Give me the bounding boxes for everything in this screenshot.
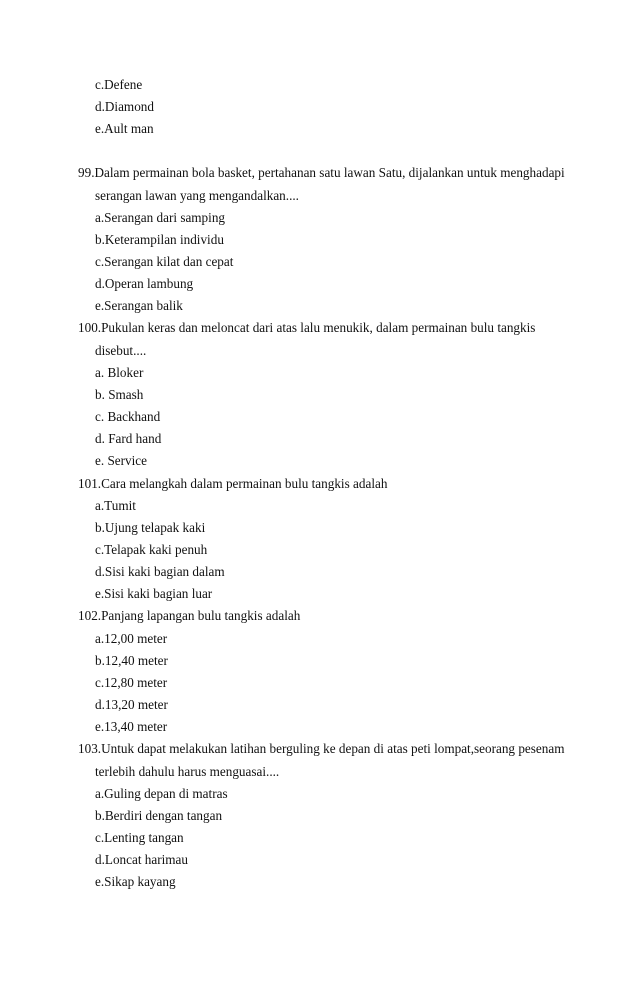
question-102-option-c: c.12,80 meter [95, 675, 168, 690]
question-100-option-b: b. Smash [95, 387, 144, 402]
question-100-text-cont: disebut.... [95, 343, 147, 358]
question-101-option-c: c.Telapak kaki penuh [95, 542, 208, 557]
question-103-option-e: e.Sikap kayang [95, 874, 176, 889]
option-prev-c: c.Defene [95, 77, 143, 92]
question-103-text: 103.Untuk dapat melakukan latihan berguling ke depan di atas peti lompat,seorang pesenam [78, 741, 565, 756]
question-100-text: 100.Pukulan keras dan meloncat dari atas lalu menukik, dalam permainan bulu tangkis [78, 320, 536, 335]
question-102-text: 102.Panjang lapangan bulu tangkis adalah [78, 608, 301, 623]
question-102-option-b: b.12,40 meter [95, 653, 168, 668]
question-99-text-cont: serangan lawan yang mengandalkan.... [95, 188, 299, 203]
question-99-text: 99.Dalam permainan bola basket, pertahanan satu lawan Satu, dijalankan untuk menghadapi [78, 165, 565, 180]
question-99-option-a: a.Serangan dari samping [95, 210, 226, 225]
question-103-option-d: d.Loncat harimau [95, 852, 189, 867]
question-101-text: 101.Cara melangkah dalam permainan bulu tangkis adalah [78, 476, 388, 491]
option-prev-d: d.Diamond [95, 99, 154, 114]
question-101-option-b: b.Ujung telapak kaki [95, 520, 206, 535]
question-101-option-d: d.Sisi kaki bagian dalam [95, 564, 225, 579]
question-102-option-d: d.13,20 meter [95, 697, 168, 712]
question-100-option-e: e. Service [95, 453, 147, 468]
question-100-option-d: d. Fard hand [95, 431, 162, 446]
question-99-option-d: d.Operan lambung [95, 276, 194, 291]
question-102-option-e: e.13,40 meter [95, 719, 168, 734]
question-101-option-e: e.Sisi kaki bagian luar [95, 586, 213, 601]
question-99-option-c: c.Serangan kilat dan cepat [95, 254, 234, 269]
question-103-option-a: a.Guling depan di matras [95, 786, 228, 801]
question-101-option-a: a.Tumit [95, 498, 136, 513]
question-100-option-c: c. Backhand [95, 409, 161, 424]
option-prev-e: e.Ault man [95, 121, 154, 136]
question-103-option-b: b.Berdiri dengan tangan [95, 808, 223, 823]
question-100-option-a: a. Bloker [95, 365, 144, 380]
question-99-option-e: e.Serangan balik [95, 298, 183, 313]
question-103-text-cont: terlebih dahulu harus menguasai.... [95, 764, 280, 779]
question-103-option-c: c.Lenting tangan [95, 830, 184, 845]
question-102-option-a: a.12,00 meter [95, 631, 168, 646]
question-99-option-b: b.Keterampilan individu [95, 232, 224, 247]
